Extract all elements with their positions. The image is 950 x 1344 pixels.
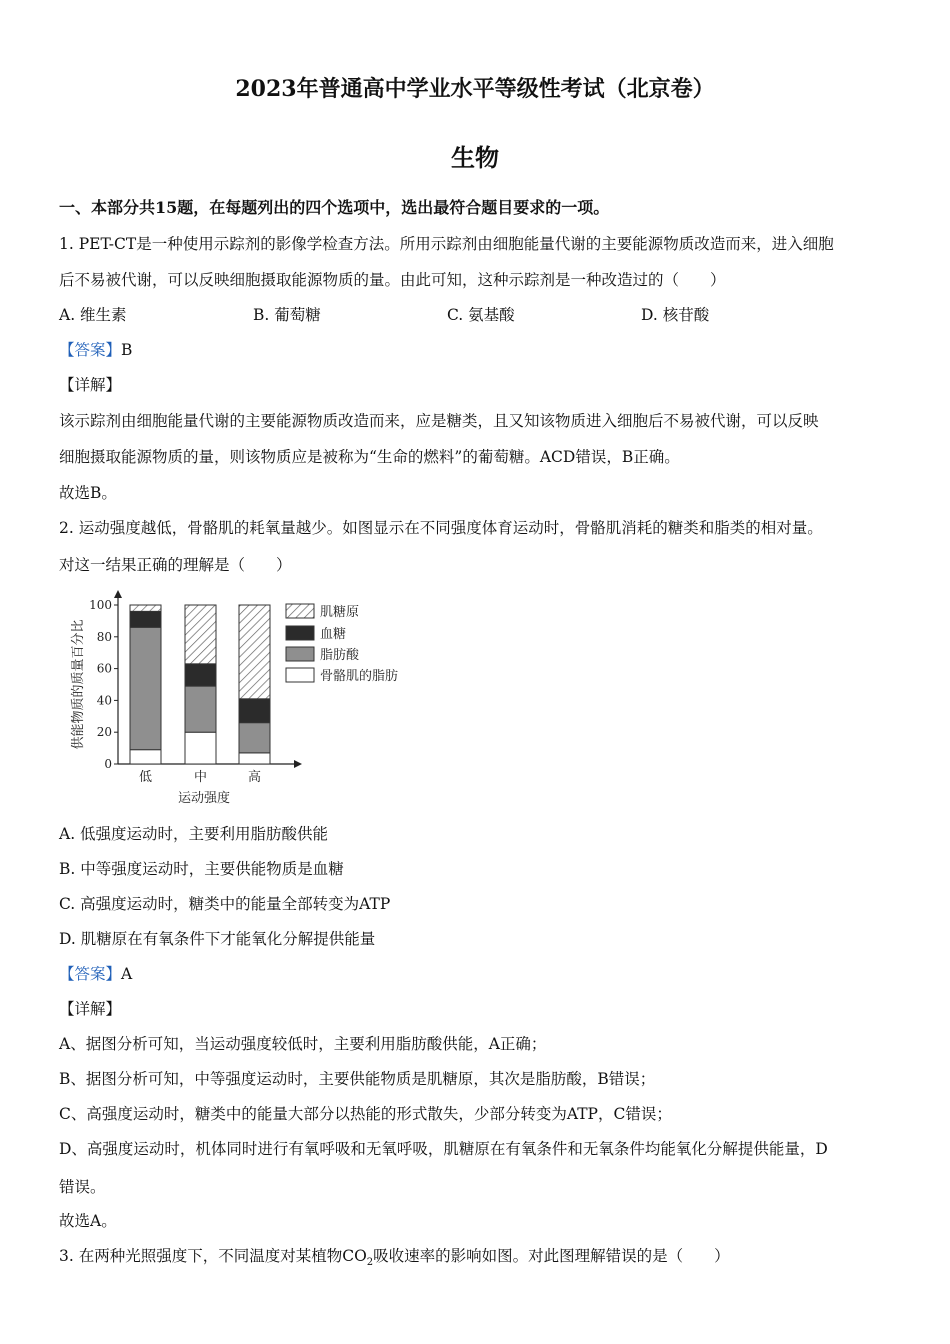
legend-swatch <box>286 604 314 618</box>
bar-segment <box>239 605 270 699</box>
legend-swatch <box>286 626 314 640</box>
q2-answer-value: A <box>121 965 133 983</box>
y-tick-label: 0 <box>104 757 112 771</box>
q3-stem-prefix: 3. 在两种光照强度下，不同温度对某植物CO <box>59 1247 367 1265</box>
legend-label: 肌糖原 <box>320 605 360 620</box>
y-tick-label: 20 <box>96 725 112 740</box>
legend-label: 骨骼肌的脂肪 <box>320 669 399 684</box>
q2-detail-b: B、据图分析可知，中等强度运动时，主要供能物质是肌糖原，其次是脂肪酸，B错误； <box>59 1070 656 1088</box>
q1-option-d: D. 核苷酸 <box>641 306 710 324</box>
x-axis-arrow <box>294 760 302 768</box>
y-axis-arrow <box>114 590 122 598</box>
x-tick-label: 中 <box>193 770 208 785</box>
q2-answer <box>59 962 132 984</box>
q1-option-b: B. 葡萄糖 <box>253 306 321 324</box>
q2-stem-line1: 2. 运动强度越低，骨骼肌的耗氧量越少。如图显示在不同强度体育运动时，骨骼肌消耗的糖类和脂类的相对量。 <box>59 519 823 537</box>
q1-option-c: C. 氨基酸 <box>447 306 515 324</box>
bar-segment <box>185 664 216 686</box>
q2-detail-d-cont: 错误。 <box>59 1178 106 1196</box>
exam-title: 2023年普通高中学业水平等级性考试（北京卷） <box>235 76 715 102</box>
q2-detail-a: A、据图分析可知，当运动强度较低时，主要利用脂肪酸供能，A正确； <box>59 1035 547 1053</box>
y-tick-label: 100 <box>89 598 112 612</box>
q2-detail-d: D、高强度运动时，机体同时进行有氧呼吸和无氧呼吸，肌糖原在有氧条件和无氧条件均能氧化分解提供能量，D <box>59 1140 828 1158</box>
q2-answer-label: 【答案】 <box>59 965 122 983</box>
q2-option-d: D. 肌糖原在有氧条件下才能氧化分解提供能量 <box>59 930 376 948</box>
q1-detail-label: 【详解】 <box>59 376 122 394</box>
q2-option-c: C. 高强度运动时，糖类中的能量全部转变为ATP <box>59 895 391 913</box>
x-tick-label: 高 <box>247 770 262 785</box>
q2-detail-label: 【详解】 <box>59 1000 122 1018</box>
y-axis-title: 供能物质的质量百分比 <box>71 619 86 750</box>
q3-stem-subscript: 2 <box>366 1257 374 1269</box>
bar-segment <box>185 732 216 764</box>
q1-detail-line2: 细胞摄取能源物质的量，则该物质应是被称为“生命的燃料”的葡萄糖。ACD错误，B正确。 <box>59 448 680 466</box>
x-tick-label: 低 <box>138 770 153 785</box>
bar-segment <box>130 605 161 611</box>
bar-segment <box>130 611 161 627</box>
subject-title: 生物 <box>451 143 499 172</box>
q3-stem <box>59 1244 730 1268</box>
bar-segment <box>239 723 270 753</box>
q1-stem-line1: 1. PET-CT是一种使用示踪剂的影像学检查方法。所用示踪剂由细胞能量代谢的主要能源物质改造而来，进入细胞 <box>59 235 834 253</box>
legend-swatch <box>286 647 314 661</box>
q1-stem-line2: 后不易被代谢，可以反映细胞摄取能源物质的量。由此可知，这种示踪剂是一种改造过的（ ） <box>59 271 726 289</box>
y-tick-label: 80 <box>96 629 112 644</box>
q2-stem-line2: 对这一结果正确的理解是（ ） <box>59 556 292 574</box>
q2-conclusion: 故选A。 <box>59 1212 117 1230</box>
q3-stem-suffix: 吸收速率的影响如图。对此图理解错误的是（ ） <box>373 1247 730 1265</box>
legend-swatch <box>286 668 314 682</box>
q1-option-a: A. 维生素 <box>59 306 127 324</box>
q1-answer-value: B <box>121 341 133 359</box>
bar-segment <box>239 753 270 764</box>
q2-option-a: A. 低强度运动时，主要利用脂肪酸供能 <box>59 825 329 843</box>
bar-segment <box>185 605 216 664</box>
bar-segment <box>130 750 161 764</box>
bar-segment <box>185 686 216 732</box>
y-tick-label: 60 <box>96 661 112 676</box>
q2-option-b: B. 中等强度运动时，主要供能物质是血糖 <box>59 860 344 878</box>
q1-answer-label: 【答案】 <box>59 341 122 359</box>
bar-segment <box>239 699 270 723</box>
y-tick-label: 40 <box>96 693 112 708</box>
q1-conclusion: 故选B。 <box>59 484 117 502</box>
legend-label: 脂肪酸 <box>320 648 360 663</box>
bar-segment <box>130 627 161 749</box>
q2-detail-c: C、高强度运动时，糖类中的能量大部分以热能的形式散失，少部分转变为ATP，C错误； <box>59 1105 672 1123</box>
q1-answer <box>59 338 132 360</box>
x-axis-title: 运动强度 <box>177 791 231 806</box>
legend-label: 血糖 <box>320 627 347 642</box>
stacked-bar-chart <box>62 588 432 813</box>
q1-detail-line1: 该示踪剂由细胞能量代谢的主要能源物质改造而来，应是糖类，且又知该物质进入细胞后不易被代谢，可以反映 <box>59 412 819 430</box>
section-heading: 一、本部分共15题，在每题列出的四个选项中，选出最符合题目要求的一项。 <box>59 198 610 217</box>
